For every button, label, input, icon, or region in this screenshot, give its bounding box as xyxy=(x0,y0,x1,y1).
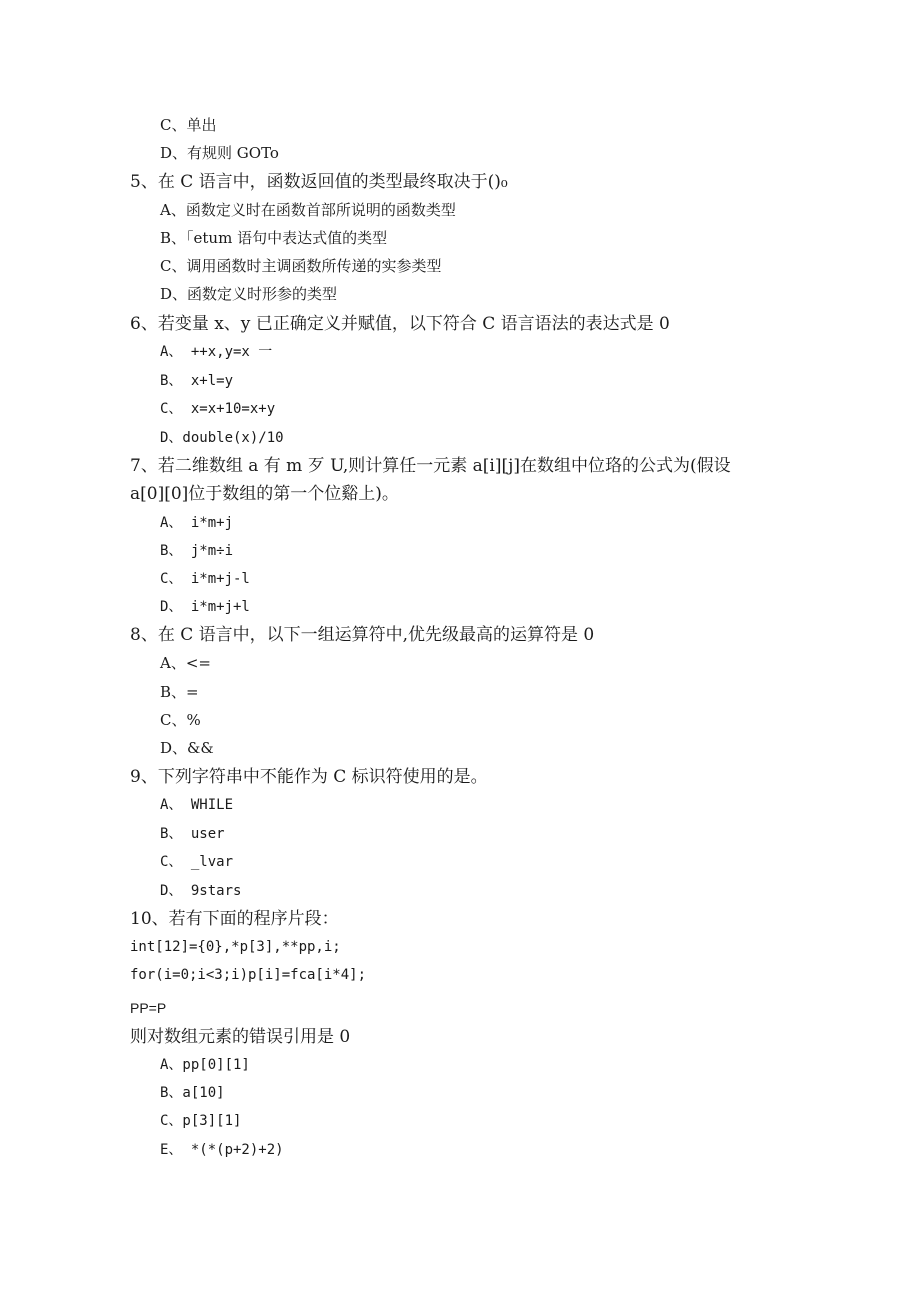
option-e-q10: E、 *(*(p+2)+2) xyxy=(160,1142,284,1158)
option-c-q9: C、 _lvar xyxy=(160,854,234,870)
question-7-cont: a[0][0]位于数组的第一个位谿上)。 xyxy=(130,484,399,504)
option-d-q5: D、函数定义时形参的类型 xyxy=(160,285,338,303)
code-line-1: int[12]={0},*p[3],**pp,i; xyxy=(130,939,341,955)
question-10-prompt: 则对数组元素的错误引用是 0 xyxy=(130,1027,351,1047)
option-a-q6: A、 ++x,y=x 一 xyxy=(160,344,273,360)
question-5: 5、在 C 语言中，函数返回值的类型最终取决于()₀ xyxy=(130,172,508,192)
option-a-q10: A、pp[0][1] xyxy=(160,1057,250,1073)
option-a-q9: A、 WHILE xyxy=(160,797,234,813)
option-c-q8: C、% xyxy=(160,711,201,729)
option-a-q7: A、 i*m+j xyxy=(160,515,234,531)
option-d-q6: D、double(x)/10 xyxy=(160,430,284,446)
option-a-q5: A、函数定义时在函数首部所说明的函数类型 xyxy=(160,201,456,219)
option-c-q10: C、p[3][1] xyxy=(160,1113,242,1129)
option-c-q7: C、 i*m+j-l xyxy=(160,571,250,587)
question-8: 8、在 C 语言中，以下一组运算符中,优先级最高的运算符是 0 xyxy=(130,625,595,645)
code-line-3: PP=P xyxy=(130,1000,167,1016)
option-c-q5: C、调用函数时主调函数所传递的实参类型 xyxy=(160,257,442,275)
option-b-q10: B、a[10] xyxy=(160,1085,225,1101)
question-6: 6、若变量 x、y 已正确定义并赋值，以下符合 C 语言语法的表达式是 0 xyxy=(130,314,670,334)
option-d-q4: D、有规则 GOTo xyxy=(160,144,279,162)
option-c-q6: C、 x=x+10=x+y xyxy=(160,401,276,417)
option-b-q7: B、 j*m÷i xyxy=(160,543,234,559)
option-b-q6: B、 x+l=y xyxy=(160,373,234,389)
option-b-q8: B、= xyxy=(160,683,199,701)
option-b-q5: B、「etum 语句中表达式值的类型 xyxy=(160,229,388,247)
code-line-2: for(i=0;i<3;i)p[i]=fca[i*4]; xyxy=(130,967,367,983)
option-a-q8: A、<= xyxy=(160,654,211,672)
option-c-q4: C、单出 xyxy=(160,116,217,134)
option-d-q8: D、&& xyxy=(160,739,214,757)
option-d-q9: D、 9stars xyxy=(160,883,242,899)
question-9: 9、下列字符串中不能作为 C 标识符使用的是。 xyxy=(130,767,488,787)
option-b-q9: B、 user xyxy=(160,826,225,842)
option-d-q7: D、 i*m+j+l xyxy=(160,599,250,615)
question-7: 7、若二维数组 a 有 m 歹 U,则计算任一元素 a[i][j]在数组中位珞的公式为(假设 xyxy=(130,456,731,476)
question-10: 10、若有下面的程序片段： xyxy=(130,909,339,929)
